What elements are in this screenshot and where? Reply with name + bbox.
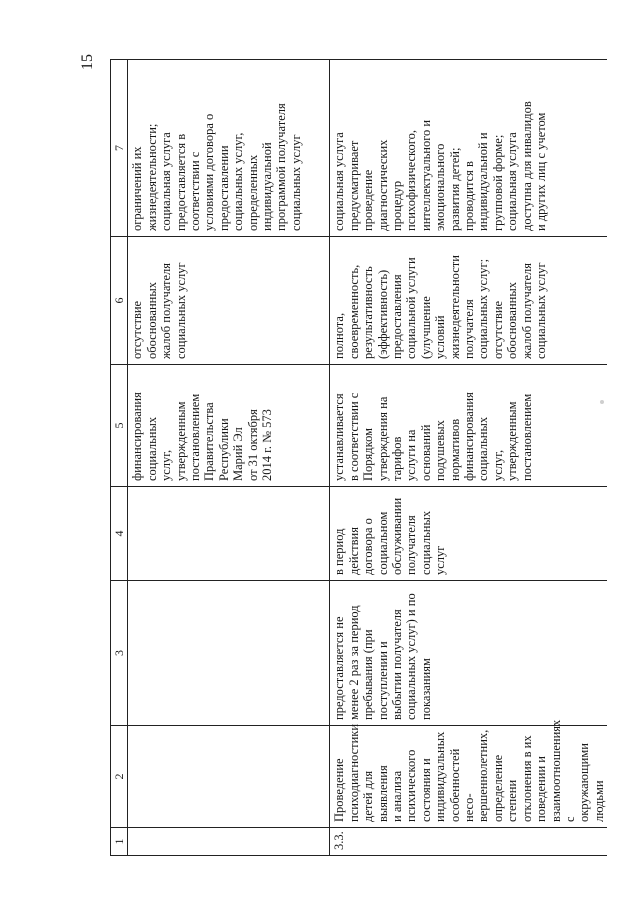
scan-speck: [600, 400, 604, 404]
column-header-7: 7: [111, 60, 128, 237]
cell-continued-indicators: отсутствие обоснованных жалоб получателя социальных услуг: [128, 237, 330, 365]
cell-continued-num: [128, 828, 330, 856]
services-table-rotated: [110, 60, 620, 856]
column-header-1: 1: [111, 828, 128, 856]
services-table: [110, 59, 607, 856]
column-header-3: 3: [111, 581, 128, 726]
cell-quality-indicators: полнота, своевременность, результативность (эффективность) предоставления социальной услуги (улучшение условий жизнедеятельности получателя социальных услуг; отсутствие обоснованных жалоб получателя социальных услуг: [330, 237, 607, 365]
cell-conditions: социальная услуга предусматривает проведение диагностических процедур психофизического, интеллектуального и эмоционального развития детей; проводится в индивидуальной и групповой форме; социальная услуга доступна для инвалидов и других лиц с учетом: [330, 60, 607, 237]
column-header-4: 4: [111, 487, 128, 581]
cell-continued-term: [128, 487, 330, 581]
cell-continued-conditions: ограничений их жизнедеятельности; социальная услуга предоставляется в соответствии с условиями договора о предоставлении социальных услуг, определенных индивидуальной программой получателя социальных услуг: [128, 60, 330, 237]
column-header-2: 2: [111, 726, 128, 828]
table-row-3-3: [330, 60, 607, 856]
column-header-5: 5: [111, 365, 128, 487]
cell-service-name: Проведение психодиагностики детей для выявления и анализа психического состояния и индивидуальных особенностей несо- вершеннолетних, определение степени отклонения в их поведении и взаимоотношениях с окружающими людьми: [330, 726, 607, 828]
cell-continued-name: [128, 726, 330, 828]
table-row-continued: [128, 60, 330, 856]
column-header-6: 6: [111, 237, 128, 365]
cell-continued-cost: финансирования социальных услуг, утвержденным постановлением Правительства Республики Марий Эл от 31 октября 2014 г. № 573: [128, 365, 330, 487]
cell-frequency: предоставляется не менее 2 раз за период пребывания (при поступлении и выбытии получателя социальных услуг) и по показаниям: [330, 581, 607, 726]
cell-term: в период действия договора о социальном обслуживании получателя социальных услуг: [330, 487, 607, 581]
cell-cost: устанавливается в соответствии с Порядком утверждения на тарифов услуги на оснований подушевых нормативов финансирования социальных услуг, утвержденным постановлением: [330, 365, 607, 487]
cell-row-number: 3.3.: [330, 828, 607, 856]
cell-continued-frequency: [128, 581, 330, 726]
page-number: 15: [79, 54, 96, 70]
column-header-row: [111, 60, 128, 856]
